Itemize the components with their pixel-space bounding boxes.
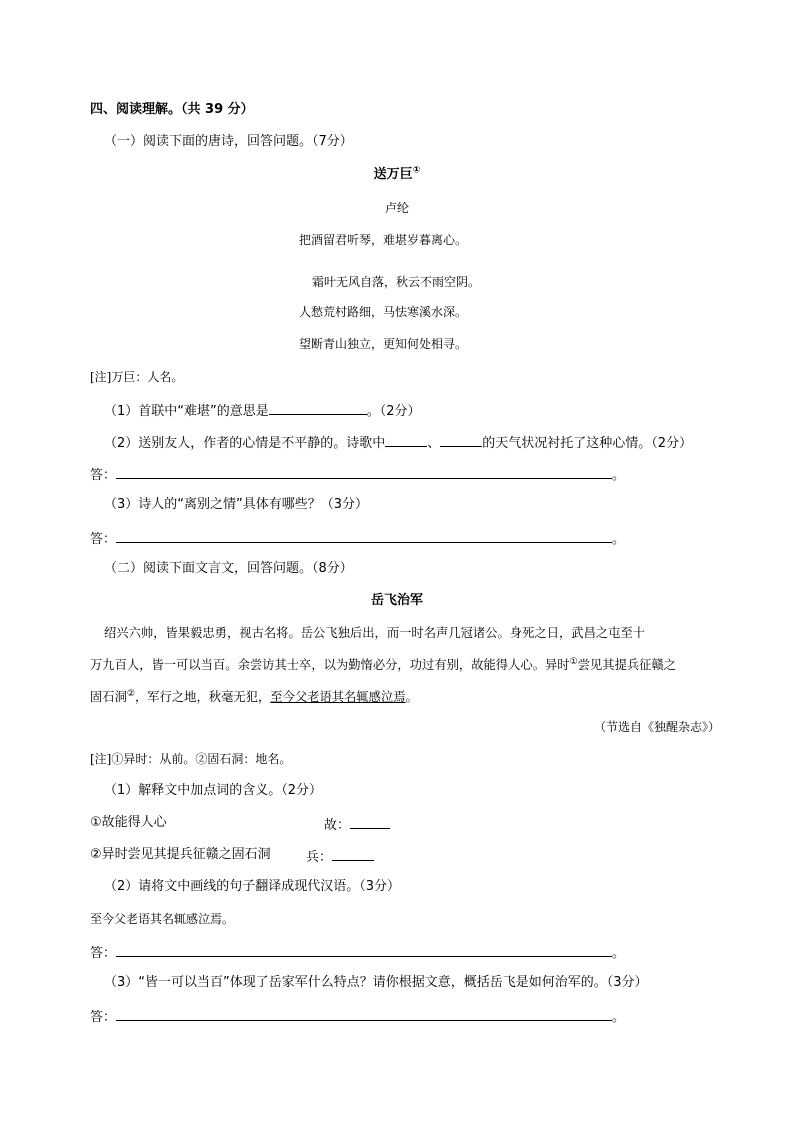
answer-blank[interactable] bbox=[269, 400, 367, 415]
passage-line-3: 固石洞②，军行之地，秋毫无犯，至今父老语其名辄感泣焉。 bbox=[90, 688, 418, 704]
answer-line: 答： 。 bbox=[90, 528, 625, 549]
poem-author: 卢纶 bbox=[384, 201, 409, 215]
poem-line-4: 望断青山独立，更知何处相寻。 bbox=[299, 337, 468, 351]
passage-source: （节选自《独醒杂志》） bbox=[593, 720, 720, 734]
passage-title: 岳飞治军 bbox=[370, 593, 423, 608]
answer-blank[interactable] bbox=[440, 432, 482, 447]
part2-question-3: （3）“皆一可以当百”体现了岳家军什么特点？请你根据文意，概括岳飞是如何治军的。（3分） bbox=[104, 975, 648, 990]
part1-question-2: （2）送别友人，作者的心情是不平静的。诗歌中 、 的天气状况衬托了这种心情。（2分） bbox=[104, 432, 692, 453]
answer-line: 答： 。 bbox=[90, 464, 625, 485]
answer-line: 答： 。 bbox=[90, 1006, 625, 1027]
part1-question-1: （1）首联中“难堪”的意思是 。（2分） bbox=[104, 400, 421, 421]
poem-note: [注]万巨：人名。 bbox=[90, 370, 184, 384]
part2-question-1a: ①故能得人心 故： bbox=[90, 814, 167, 832]
answer-blank[interactable] bbox=[116, 528, 612, 543]
part2-question-2: （2）请将文中画线的句子翻译成现代汉语。（3分） bbox=[104, 879, 401, 894]
part2-question-1: （1）解释文中加点词的含义。（2分） bbox=[104, 783, 323, 798]
poem-line-2: 霜叶无风自落，秋云不雨空阴。 bbox=[312, 275, 481, 289]
answer-blank[interactable] bbox=[385, 432, 427, 447]
poem-line-1: 把酒留君听琴，难堪岁暮离心。 bbox=[299, 233, 468, 247]
passage-line-2: 万九百人，皆一可以当百。余尝访其士卒，以为勤惰必分，功过有别，故能得人心。异时①尝见其提兵征赣之 bbox=[90, 656, 677, 672]
answer-blank[interactable] bbox=[350, 814, 390, 829]
answer-blank[interactable] bbox=[332, 846, 374, 861]
poem-line-3: 人愁荒村路细，马怯寒溪水深。 bbox=[299, 305, 468, 319]
answer-line: 答： 。 bbox=[90, 942, 625, 963]
part1-question-3: （3）诗人的“离别之情”具体有哪些？（3分） bbox=[104, 497, 369, 512]
answer-blank[interactable] bbox=[116, 464, 612, 479]
part2-question-1b: ②异时尝见其提兵征赣之固石洞 兵： bbox=[90, 846, 271, 864]
passage-line-1: 绍兴六帅，皆果毅忠勇，视古名将。岳公飞独后出，而一时名声几冠诸公。身死之日，武昌之屯至十 bbox=[104, 626, 646, 640]
passage-note: [注]①异时：从前。②固石洞：地名。 bbox=[90, 752, 292, 766]
section-title: 四、阅读理解。（共 39 分） bbox=[90, 102, 254, 117]
answer-blank[interactable] bbox=[116, 942, 612, 957]
part1-intro: （一）阅读下面的唐诗，回答问题。（7分） bbox=[104, 134, 353, 149]
answer-blank[interactable] bbox=[116, 1006, 612, 1021]
part2-intro: （二）阅读下面文言文，回答问题。（8分） bbox=[104, 561, 353, 576]
translate-sentence: 至今父老语其名辄感泣焉。 bbox=[90, 912, 235, 926]
underlined-sentence: 至今父老语其名辄感泣焉 bbox=[270, 690, 406, 704]
poem-title: 送万巨① bbox=[373, 165, 421, 182]
